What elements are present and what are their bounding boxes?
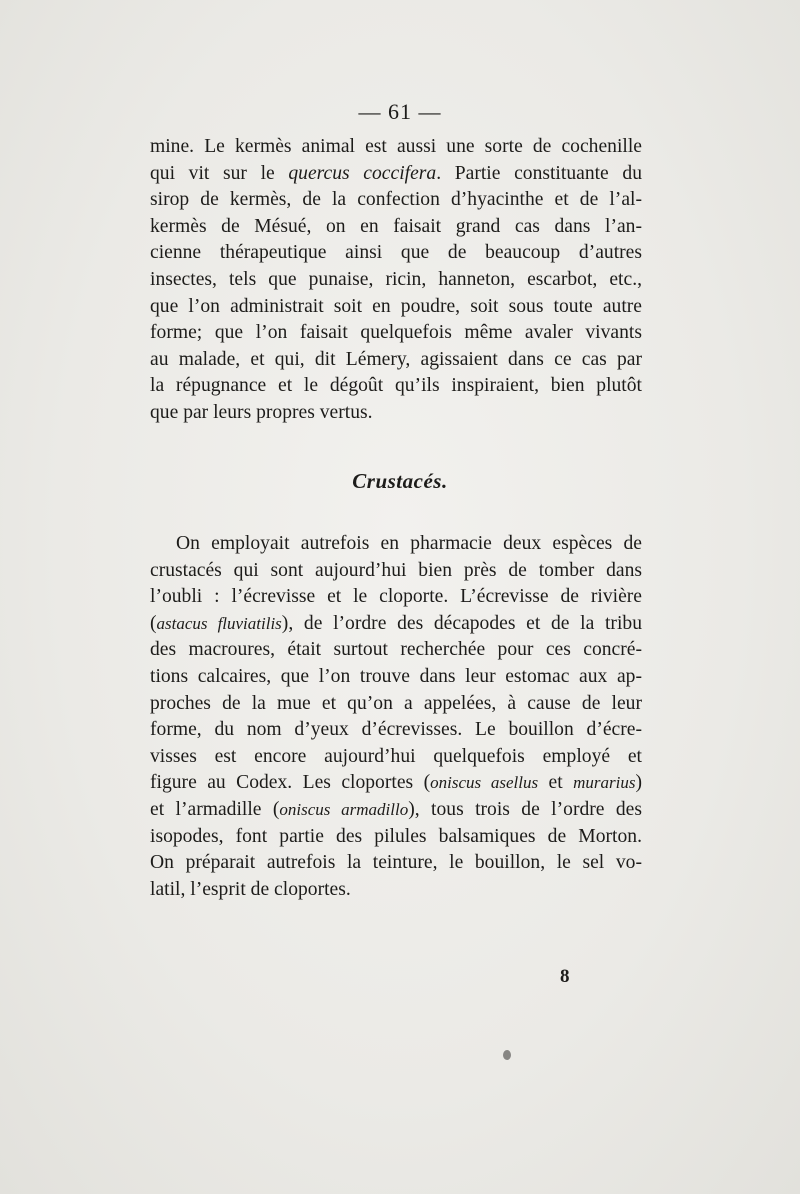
text-line: l’oubli : l’écrevisse et le cloporte. L’écrevisse de rivière xyxy=(150,586,642,608)
text-line: (astacus fluviatilis), de l’ordre des décapodes et de la tribu xyxy=(150,612,642,634)
text-line: insectes, tels que punaise, ricin, hanneton, escarbot, etc., xyxy=(150,268,642,290)
text-line: cienne thérapeutique ainsi que de beaucoup d’autres xyxy=(150,242,642,264)
signature-mark: 8 xyxy=(560,966,570,987)
text-line: proches de la mue et qu’on a appelées, à cause de leur xyxy=(150,692,642,714)
text-line: que par leurs propres vertus. xyxy=(150,401,373,423)
latin-term: oniscus asellus xyxy=(430,773,539,793)
text-line: que l’on administrait soit en poudre, soit sous toute autre xyxy=(150,295,642,317)
page-number: — 61 — xyxy=(358,99,442,124)
text-line: isopodes, font partie des pilules balsamiques de Morton. xyxy=(150,825,642,847)
text-line: au malade, et qui, dit Lémery, agissaient dans ce cas par xyxy=(150,348,642,370)
text-line: latil, l’esprit de cloportes. xyxy=(150,878,351,900)
text-line: et l’armadille (oniscus armadillo), tous trois de l’ordre des xyxy=(150,798,643,820)
text-line: la répugnance et le dégoût qu’ils inspiraient, bien plutôt xyxy=(150,375,642,397)
text-line: forme; que l’on faisait quelquefois même avaler vivants xyxy=(150,322,642,344)
text-line: forme, du nom d’yeux d’écrevisses. Le bouillon d’écre- xyxy=(150,719,642,741)
text-line: On préparait autrefois la teinture, le bouillon, le sel vo- xyxy=(150,852,642,874)
text-line: mine. Le kermès animal est aussi une sorte de cochenille xyxy=(150,136,642,157)
paragraph-kermes xyxy=(150,134,642,427)
text-line: des macroures, était surtout recherchée pour ces concré- xyxy=(150,639,642,661)
text-line: qui vit sur le quercus coccifera. Partie constituante du xyxy=(150,162,642,184)
text-line: tions calcaires, que l’on trouve dans leur estomac aux ap- xyxy=(150,665,642,687)
latin-term: murarius xyxy=(573,773,636,793)
text-line: kermès de Mésué, on en faisait grand cas dans l’an- xyxy=(150,215,642,237)
text-line: sirop de kermès, de la confection d’hyacinthe et de l’al- xyxy=(150,189,642,211)
ink-speck xyxy=(503,1050,511,1060)
text-line: On employait autrefois en pharmacie deux espèces de xyxy=(176,533,642,554)
latin-term: quercus coccifera xyxy=(288,162,437,184)
text-line: figure au Codex. Les cloportes (oniscus asellus et murarius) xyxy=(150,772,643,794)
latin-term: astacus fluviatilis xyxy=(156,613,282,633)
text-line: crustacés qui sont aujourd’hui bien près de tomber dans xyxy=(150,559,642,581)
paragraph-crustaces xyxy=(150,531,642,903)
latin-term: oniscus armadillo xyxy=(279,799,409,819)
section-heading: Crustacés. xyxy=(352,469,448,493)
text-line: visses est encore aujourd’hui quelquefois employé et xyxy=(150,745,642,767)
